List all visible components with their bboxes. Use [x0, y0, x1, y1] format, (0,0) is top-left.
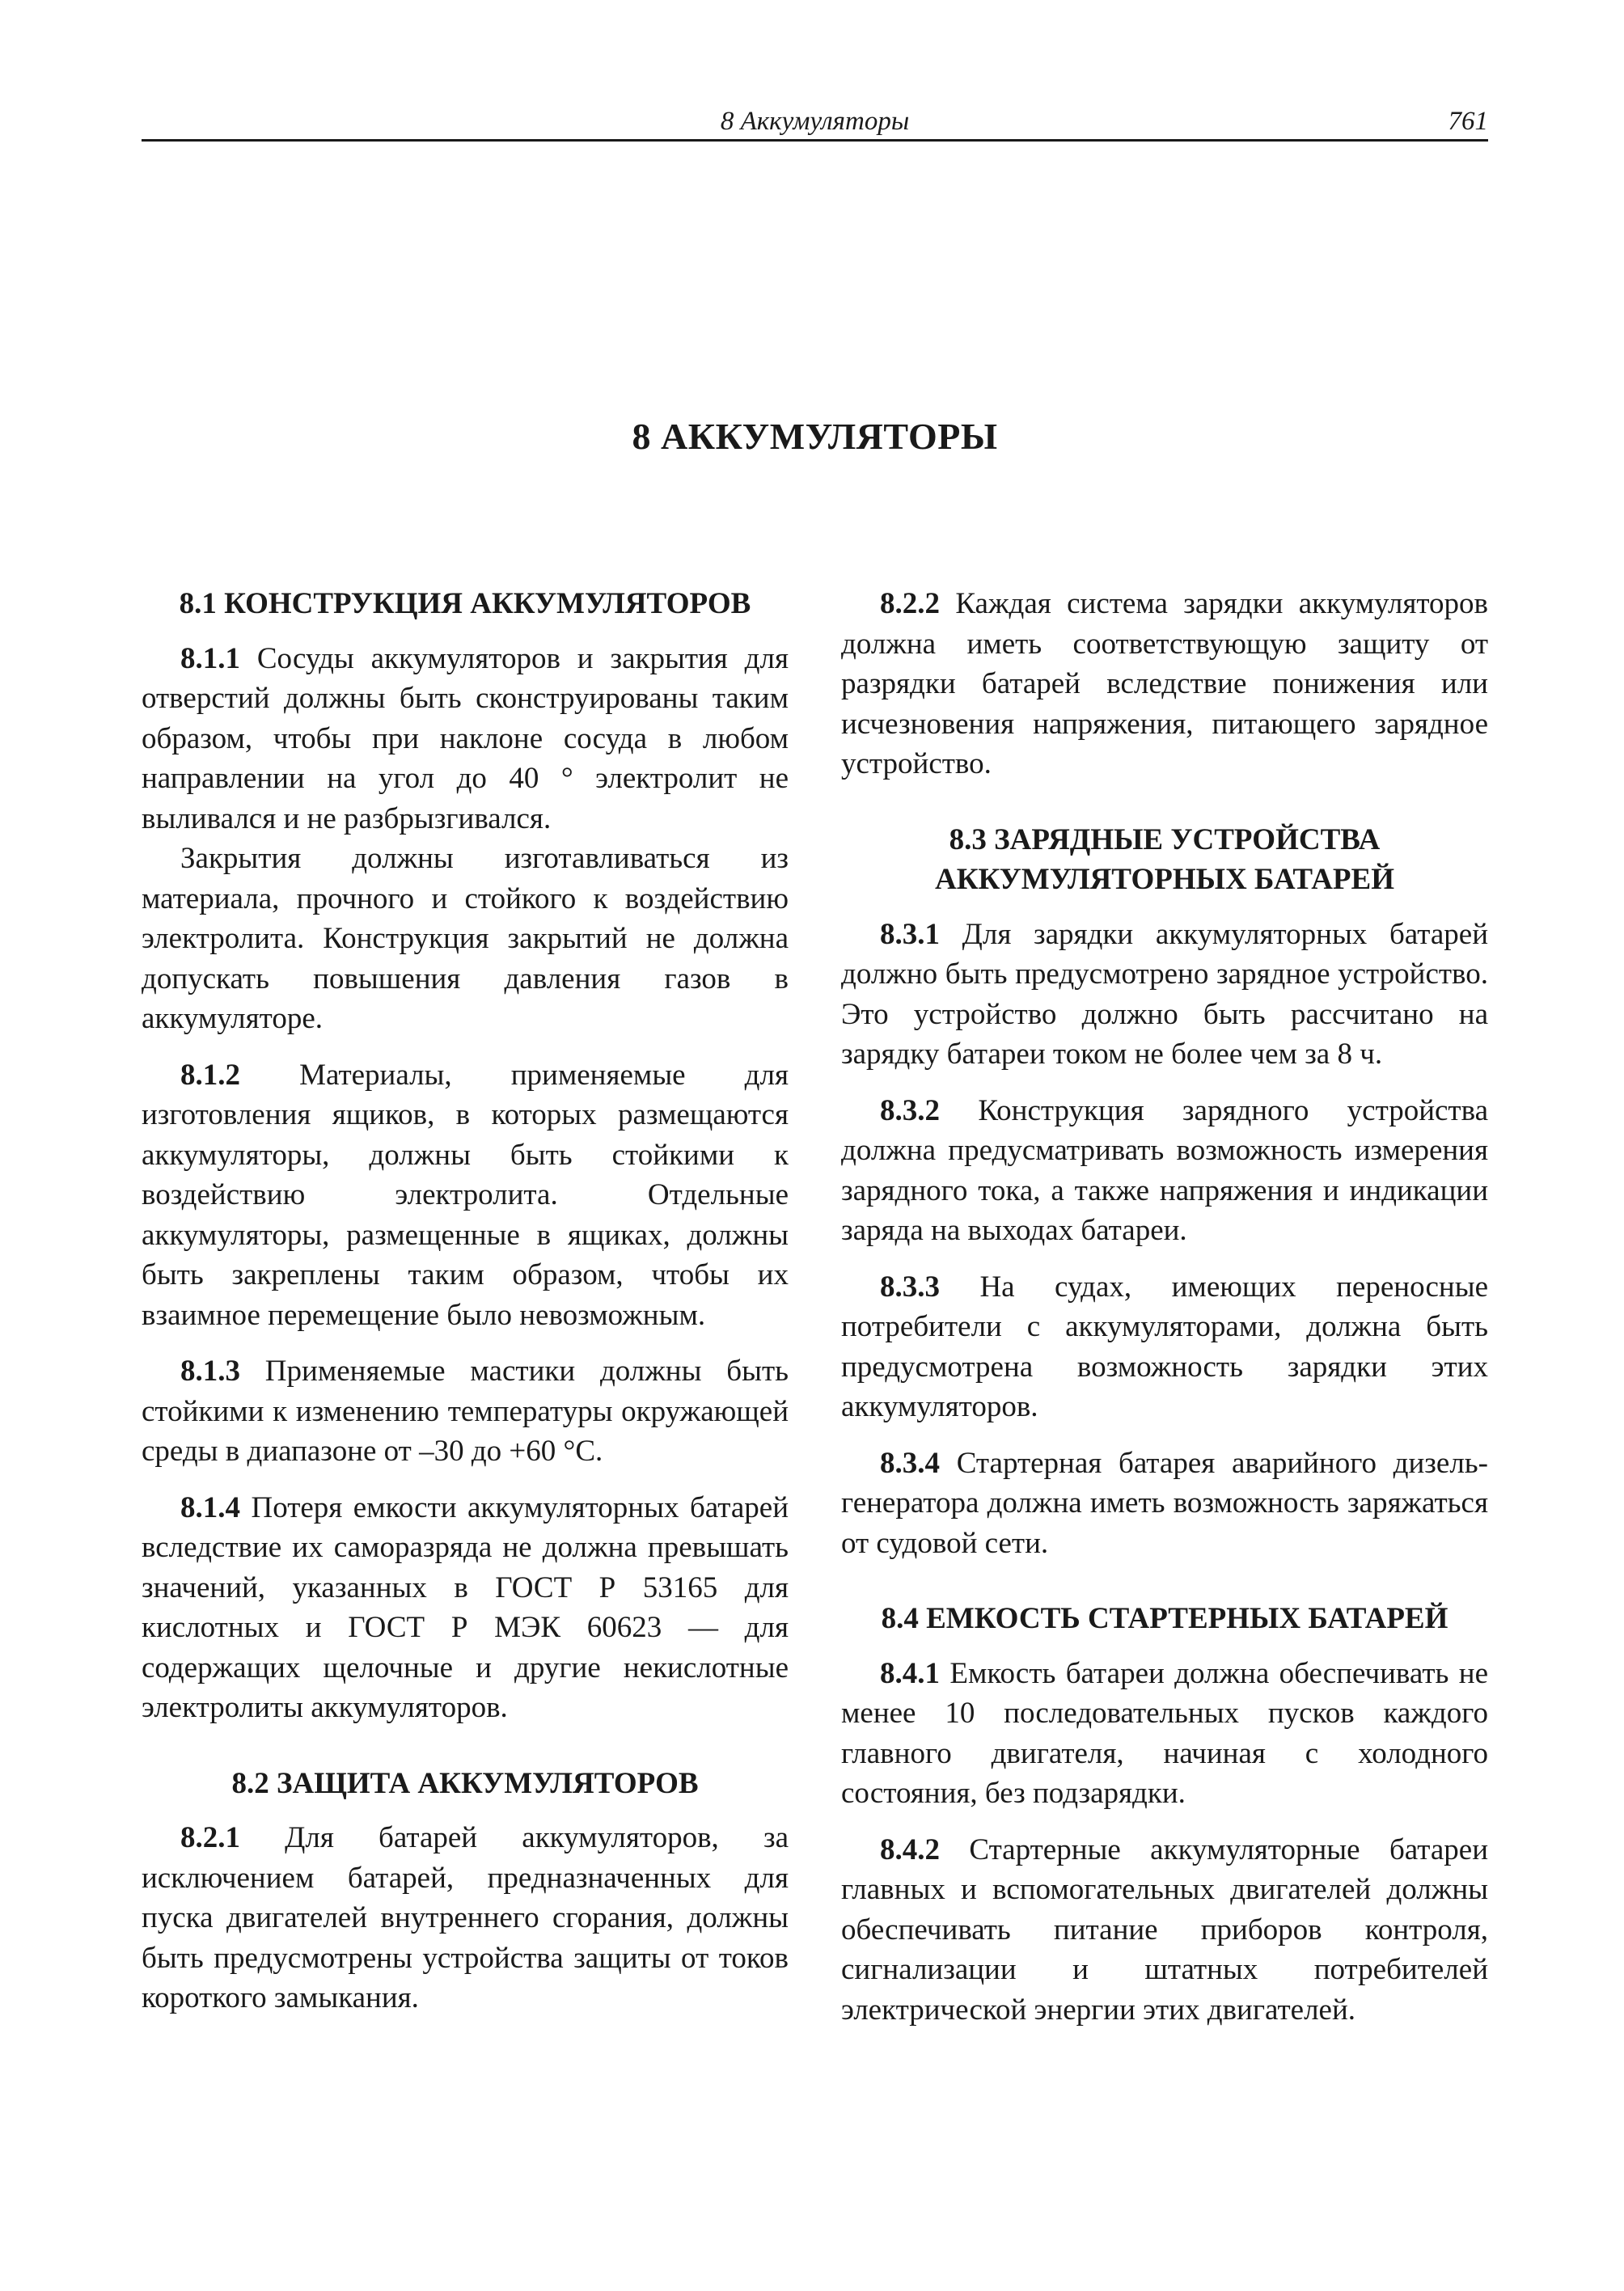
left-column: [142, 584, 789, 2035]
paragraph-8-1-2: [142, 1055, 789, 1336]
paragraph-8-1-1-continuation: Закрытия должны изготавливаться из материала, прочного и стойкого к воздействию электролита. Конструкция закрытий не должна допускать повышения давления газов в аккумуляторе.: [142, 842, 789, 1035]
section-heading-8-3-line2: АККУМУЛЯТОРНЫХ БАТАРЕЙ: [935, 863, 1394, 896]
running-header-title: 8 Аккумуляторы: [720, 107, 910, 136]
section-heading-8-2: 8.2 ЗАЩИТА АККУМУЛЯТОРОВ: [231, 1766, 699, 1800]
paragraph-8-4-2: [841, 1830, 1488, 2031]
section-heading-8-1: 8.1 КОНСТРУКЦИЯ АККУМУЛЯТОРОВ: [179, 587, 751, 620]
clause-text: Для батарей аккумуляторов, за исключением батарей, предназначенных для пуска двигателей внутреннего сгорания, должны быть предусмотрены устройства защиты от токов короткого замыкания.: [142, 1821, 789, 2014]
section-heading-8-3-line1: 8.3 ЗАРЯДНЫЕ УСТРОЙСТВА: [949, 822, 1381, 856]
clause-number: 8.4.1: [880, 1656, 940, 1690]
paragraph-8-2-1: [142, 1818, 789, 2018]
clause-text: Применяемые мастики должны быть стойкими к изменению температуры окружающей среды в диапазоне от –30 до +60 °C.: [142, 1355, 789, 1468]
paragraph-8-3-2: [841, 1091, 1488, 1251]
clause-number: 8.1.4: [180, 1490, 240, 1524]
running-header: [142, 104, 1488, 142]
paragraph-8-3-1: [841, 915, 1488, 1075]
section-heading-8-4: 8.4 ЕМКОСТЬ СТАРТЕРНЫХ БАТАРЕЙ: [881, 1602, 1448, 1635]
page-number: 761: [1448, 107, 1488, 136]
clause-text: На судах, имеющих переносные потребители с аккумуляторами, должна быть предусмотрена возможность зарядки этих аккумуляторов.: [841, 1270, 1488, 1423]
clause-number: 8.1.1: [180, 641, 240, 675]
clause-text: Стартерные аккумуляторные батареи главных и вспомогательных двигателей должны обеспечивать питание приборов контроля, сигнализации и штатных потребителей электрической энергии этих двигателей.: [841, 1832, 1488, 2027]
paragraph-8-1-3: [142, 1351, 789, 1472]
right-column: [841, 584, 1488, 2046]
clause-text: Для зарядки аккумуляторных батарей должно быть предусмотрено зарядное устройство. Это устройство должно быть рассчитано на зарядку батареи током не более чем за 8 ч.: [841, 917, 1489, 1071]
paragraph-8-1-1: [142, 639, 789, 839]
clause-text: Стартерная батарея аварийного дизель-генератора должна иметь возможность заряжаться от судовой сети.: [841, 1446, 1489, 1560]
clause-text: Сосуды аккумуляторов и закрытия для отверстий должны быть сконструированы таким образом, чтобы при наклоне сосуда в любом направлении на угол до 40 ° электролит не выливался и не разбрызгивался.: [142, 641, 789, 835]
paragraph-8-4-1: [841, 1654, 1488, 1814]
clause-text: Емкость батареи должна обеспечивать не менее 10 последовательных пусков каждого главного двигателя, начиная с холодного состояния, без подзарядки.: [841, 1656, 1488, 1810]
clause-text: Каждая система зарядки аккумуляторов должна иметь соответствующую защиту от разрядки батарей вследствие понижения или исчезновения напряжения, питающего зарядное устройство.: [841, 587, 1488, 780]
clause-number: 8.2.1: [180, 1821, 240, 1854]
paragraph-8-3-3: [841, 1267, 1488, 1427]
clause-number: 8.3.2: [880, 1093, 940, 1127]
clause-number: 8.4.2: [880, 1832, 940, 1866]
paragraph-8-1-4: [142, 1488, 789, 1728]
chapter-title: 8 АККУМУЛЯТОРЫ: [632, 416, 998, 457]
paragraph-8-2-2: [841, 584, 1488, 784]
clause-number: 8.3.1: [880, 917, 940, 951]
clause-text: Конструкция зарядного устройства должна предусматривать возможность измерения зарядного тока, а также напряжения и индикации заряда на выходах батареи.: [841, 1093, 1488, 1247]
section-heading-8-3: [841, 820, 1488, 900]
clause-number: 8.3.4: [880, 1446, 940, 1480]
clause-number: 8.1.3: [180, 1355, 240, 1388]
clause-number: 8.2.2: [880, 587, 940, 620]
clause-number: 8.1.2: [180, 1058, 240, 1092]
clause-text: Материалы, применяемые для изготовления ящиков, в которых размещаются аккумуляторы, должны быть стойкими к воздействию электролита. Отдельные аккумуляторы, размещенные в ящиках, должны быть закреплены таким образом, чтобы их взаимное перемещение было невозможным.: [142, 1058, 789, 1332]
paragraph-8-3-4: [841, 1443, 1488, 1564]
clause-number: 8.3.3: [880, 1270, 940, 1304]
clause-text: Потеря емкости аккумуляторных батарей вследствие их саморазряда не должна превышать значений, указанных в ГОСТ Р 53165 для кислотных и ГОСТ Р МЭК 60623 — для содержащих щелочные и другие некислотные электролиты аккумуляторов.: [142, 1490, 789, 1724]
